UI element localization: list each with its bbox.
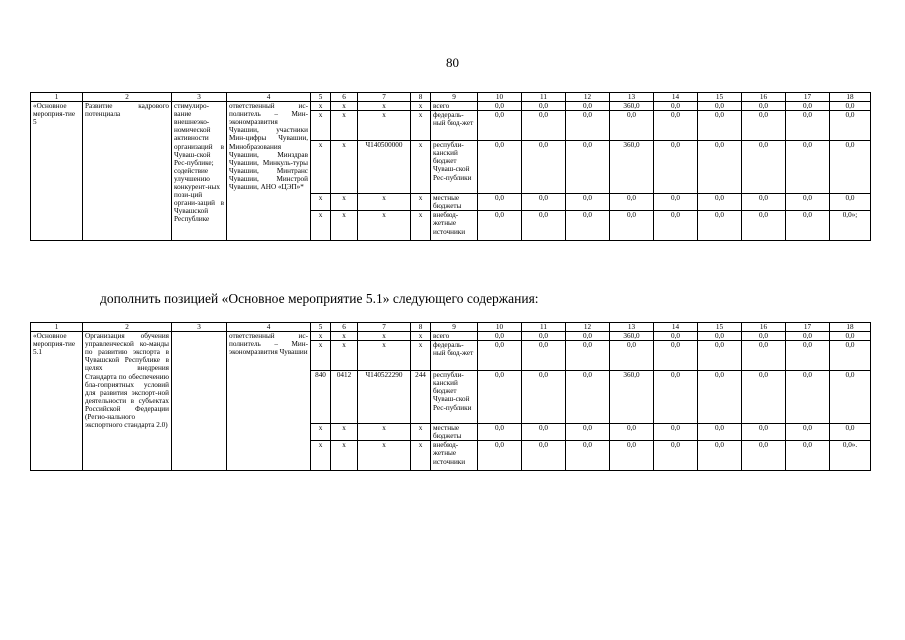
amount-cell: 0,0: [698, 111, 742, 141]
amount-cell: 0,0: [478, 141, 522, 194]
target-article-cell: х: [358, 102, 411, 111]
section-code-cell: х: [331, 211, 358, 241]
column-number: 14: [654, 323, 698, 332]
amount-cell: 0,0»;: [830, 211, 871, 241]
amount-cell: 0,0: [478, 341, 522, 371]
column-number: 9: [431, 323, 478, 332]
funding-source-cell: всего: [431, 102, 478, 111]
table-row: [31, 102, 871, 111]
amount-cell: 0,0: [566, 441, 610, 471]
amount-cell: 360,0: [610, 332, 654, 341]
column-number: 4: [227, 323, 311, 332]
column-number: 2: [83, 323, 172, 332]
amount-cell: 0,0: [742, 141, 786, 194]
amount-cell: 0,0: [698, 194, 742, 211]
amount-cell: 0,0: [742, 211, 786, 241]
grbs-code-cell: х: [311, 441, 331, 471]
measure-name-cell: «Основное мероприя-тие 5.1: [31, 332, 83, 471]
amount-cell: 0,0: [610, 111, 654, 141]
amount-cell: 0,0: [830, 194, 871, 211]
amount-cell: 0,0: [654, 371, 698, 424]
amount-cell: 0,0: [786, 211, 830, 241]
target-article-cell: Ч140522290: [358, 371, 411, 424]
column-number: 4: [227, 93, 311, 102]
measure-name-cell: «Основное мероприя-тие 5: [31, 102, 83, 241]
amount-cell: 0,0: [786, 424, 830, 441]
amount-cell: 0,0: [830, 102, 871, 111]
funding-source-cell: республи-канский бюджет Чуваш-ской Рес-публики: [431, 371, 478, 424]
funding-source-cell: внебюд-жетные источники: [431, 211, 478, 241]
target-article-cell: Ч140500000: [358, 141, 411, 194]
column-number: 10: [478, 323, 522, 332]
amount-cell: 0,0: [610, 194, 654, 211]
funding-source-cell: местные бюджеты: [431, 194, 478, 211]
amount-cell: 0,0: [742, 371, 786, 424]
amount-cell: 0,0: [786, 141, 830, 194]
amount-cell: 0,0: [654, 194, 698, 211]
amount-cell: 0,0: [610, 424, 654, 441]
executor-cell: ответственный ис-полнитель – Мин-экономразвития Чувашии, участники Мин-цифры Чувашии, Минобразования Чувашии, Минздрав Чувашии, Минкуль-туры Чувашии, Минтранс Чувашии, Минстрой Чувашии, АНО «ЦЭП»*: [227, 102, 311, 241]
amount-cell: 360,0: [610, 371, 654, 424]
column-number: 10: [478, 93, 522, 102]
amount-cell: 0,0: [566, 111, 610, 141]
target-article-cell: х: [358, 341, 411, 371]
amount-cell: 0,0: [522, 424, 566, 441]
section-code-cell: х: [331, 141, 358, 194]
amount-cell: 0,0: [566, 424, 610, 441]
column-number: 8: [411, 93, 431, 102]
expense-type-cell: х: [411, 332, 431, 341]
amount-cell: 0,0: [522, 371, 566, 424]
budget-table-measure-5: [30, 92, 871, 241]
amount-cell: 0,0: [698, 332, 742, 341]
amount-cell: 0,0: [698, 141, 742, 194]
section-code-cell: х: [331, 441, 358, 471]
expense-type-cell: 244: [411, 371, 431, 424]
amount-cell: 0,0: [654, 332, 698, 341]
funding-source-cell: местные бюджеты: [431, 424, 478, 441]
column-number: 1: [31, 93, 83, 102]
column-number: 11: [522, 93, 566, 102]
grbs-code-cell: х: [311, 341, 331, 371]
amount-cell: 0,0: [830, 111, 871, 141]
amount-cell: 0,0: [566, 141, 610, 194]
target-article-cell: х: [358, 332, 411, 341]
amount-cell: 0,0: [830, 371, 871, 424]
amount-cell: 0,0: [698, 441, 742, 471]
amount-cell: 0,0: [654, 211, 698, 241]
amount-cell: 0,0: [522, 111, 566, 141]
amount-cell: 0,0: [698, 371, 742, 424]
column-number: 15: [698, 323, 742, 332]
column-number: 13: [610, 93, 654, 102]
grbs-code-cell: х: [311, 111, 331, 141]
amount-cell: 0,0: [566, 102, 610, 111]
section-code-cell: х: [331, 102, 358, 111]
page-number: 80: [446, 55, 459, 70]
amount-cell: 0,0: [654, 102, 698, 111]
budget-table-measure-5-1: [30, 322, 871, 471]
column-number: 12: [566, 323, 610, 332]
amount-cell: 0,0: [654, 341, 698, 371]
amount-cell: 0,0: [478, 102, 522, 111]
amount-cell: 0,0: [786, 194, 830, 211]
expense-type-cell: х: [411, 111, 431, 141]
column-number: 18: [830, 323, 871, 332]
column-number: 6: [331, 93, 358, 102]
expense-type-cell: х: [411, 341, 431, 371]
objective-cell: стимулиро-вание внешнеэко-номической активности организаций в Чуваш-ской Рес-публике; содействие улучшению конкурент-ных пози-ций органи-заций в Чувашской Республике: [172, 102, 227, 241]
amount-cell: 0,0: [478, 211, 522, 241]
column-number: 5: [311, 93, 331, 102]
amount-cell: 0,0: [742, 332, 786, 341]
amount-cell: 0,0: [478, 194, 522, 211]
grbs-code-cell: х: [311, 194, 331, 211]
grbs-code-cell: х: [311, 332, 331, 341]
grbs-code-cell: х: [311, 102, 331, 111]
amount-cell: 0,0: [566, 332, 610, 341]
amount-cell: 0,0: [522, 141, 566, 194]
amount-cell: 0,0: [830, 424, 871, 441]
column-number: 7: [358, 323, 411, 332]
amount-cell: 0,0: [742, 441, 786, 471]
amount-cell: 0,0: [478, 424, 522, 441]
column-number: 13: [610, 323, 654, 332]
expense-type-cell: х: [411, 211, 431, 241]
amount-cell: 0,0: [522, 194, 566, 211]
amount-cell: 0,0: [522, 341, 566, 371]
funding-source-cell: республи-канский бюджет Чуваш-ской Рес-публики: [431, 141, 478, 194]
target-article-cell: х: [358, 211, 411, 241]
measure-title-cell: Организация обучения управленческой ко-манды по развитию экспорта в Чувашской Республике в целях внедрения Стандарта по обеспечению бла-гоприятных условий для развития экспорт-ной деятельности в субъектах Российской Федерации (Регио-нального экспортного стандарта 2.0): [83, 332, 172, 471]
amount-cell: 0,0: [654, 141, 698, 194]
target-article-cell: х: [358, 441, 411, 471]
amount-cell: 0,0: [566, 194, 610, 211]
column-number: 3: [172, 323, 227, 332]
amount-cell: 0,0: [742, 111, 786, 141]
amount-cell: 0,0: [478, 332, 522, 341]
column-number: 17: [786, 323, 830, 332]
measure-title-cell: Развитие кадрового потенциала: [83, 102, 172, 241]
amount-cell: 0,0: [610, 341, 654, 371]
amount-cell: 0,0: [478, 441, 522, 471]
amount-cell: 0,0: [478, 111, 522, 141]
expense-type-cell: х: [411, 194, 431, 211]
amount-cell: 0,0: [610, 441, 654, 471]
section-code-cell: х: [331, 111, 358, 141]
section-code-cell: х: [331, 194, 358, 211]
target-article-cell: х: [358, 111, 411, 141]
amount-cell: 0,0: [522, 211, 566, 241]
expense-type-cell: х: [411, 441, 431, 471]
amount-cell: 0,0: [742, 102, 786, 111]
column-number: 3: [172, 93, 227, 102]
amount-cell: 0,0: [786, 102, 830, 111]
column-number: 1: [31, 323, 83, 332]
amount-cell: 0,0: [566, 371, 610, 424]
funding-source-cell: федераль-ный бюд-жет: [431, 341, 478, 371]
amount-cell: 0,0: [566, 211, 610, 241]
column-number: 16: [742, 323, 786, 332]
column-number: 6: [331, 323, 358, 332]
amount-cell: 0,0: [698, 211, 742, 241]
amount-cell: 0,0: [742, 341, 786, 371]
column-number: 16: [742, 93, 786, 102]
amount-cell: 0,0: [830, 141, 871, 194]
funding-source-cell: внебюд-жетные источники: [431, 441, 478, 471]
column-number: 17: [786, 93, 830, 102]
amount-cell: 0,0: [742, 194, 786, 211]
amount-cell: 0,0: [610, 211, 654, 241]
amount-cell: 0,0: [742, 424, 786, 441]
funding-source-cell: всего: [431, 332, 478, 341]
column-number: 2: [83, 93, 172, 102]
amount-cell: 0,0: [654, 424, 698, 441]
column-number: 11: [522, 323, 566, 332]
column-number: 18: [830, 93, 871, 102]
amount-cell: 0,0: [478, 371, 522, 424]
funding-source-cell: федераль-ный бюд-жет: [431, 111, 478, 141]
amount-cell: 0,0: [522, 332, 566, 341]
grbs-code-cell: х: [311, 141, 331, 194]
table-row: [31, 332, 871, 341]
amount-cell: 0,0: [698, 341, 742, 371]
column-number: 7: [358, 93, 411, 102]
amount-cell: 0,0: [654, 111, 698, 141]
column-number: 5: [311, 323, 331, 332]
amount-cell: 0,0: [786, 111, 830, 141]
section-code-cell: х: [331, 332, 358, 341]
amount-cell: 0,0: [786, 332, 830, 341]
objective-cell: [172, 332, 227, 471]
amount-cell: 0,0: [654, 441, 698, 471]
column-number: 8: [411, 323, 431, 332]
expense-type-cell: х: [411, 141, 431, 194]
target-article-cell: х: [358, 424, 411, 441]
column-number: 15: [698, 93, 742, 102]
section-code-cell: 0412: [331, 371, 358, 424]
amount-cell: 0,0: [830, 341, 871, 371]
amount-cell: 0,0: [786, 441, 830, 471]
column-number-row: [31, 93, 871, 102]
section-code-cell: х: [331, 424, 358, 441]
expense-type-cell: х: [411, 102, 431, 111]
table-body: [31, 93, 871, 241]
column-number: 9: [431, 93, 478, 102]
amendment-text: дополнить позицией «Основное мероприятие 5.1» следующего содержания:: [100, 291, 539, 306]
expense-type-cell: х: [411, 424, 431, 441]
amount-cell: 0,0: [786, 341, 830, 371]
executor-cell: ответственный ис-полнитель – Мин-экономразвития Чувашии: [227, 332, 311, 471]
amount-cell: 0,0».: [830, 441, 871, 471]
column-number: 12: [566, 93, 610, 102]
grbs-code-cell: х: [311, 424, 331, 441]
table-body: [31, 323, 871, 471]
amount-cell: 360,0: [610, 102, 654, 111]
grbs-code-cell: х: [311, 211, 331, 241]
amount-cell: 0,0: [698, 102, 742, 111]
amount-cell: 360,0: [610, 141, 654, 194]
amount-cell: 0,0: [786, 371, 830, 424]
column-number-row: [31, 323, 871, 332]
column-number: 14: [654, 93, 698, 102]
grbs-code-cell: 840: [311, 371, 331, 424]
target-article-cell: х: [358, 194, 411, 211]
amount-cell: 0,0: [830, 332, 871, 341]
amount-cell: 0,0: [698, 424, 742, 441]
amount-cell: 0,0: [566, 341, 610, 371]
amount-cell: 0,0: [522, 441, 566, 471]
amount-cell: 0,0: [522, 102, 566, 111]
section-code-cell: х: [331, 341, 358, 371]
